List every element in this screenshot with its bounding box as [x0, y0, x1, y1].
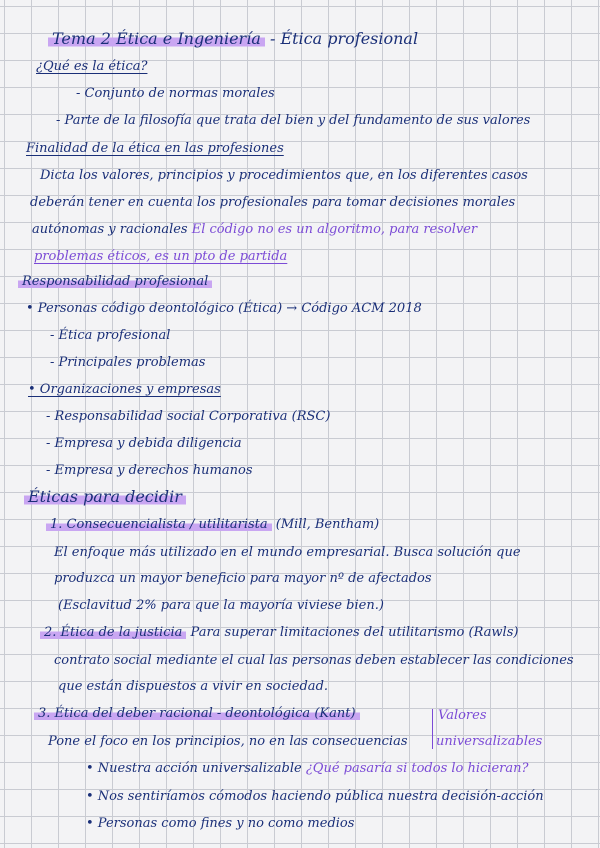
topic-title: Tema 2 Ética e Ingeniería [48, 29, 265, 48]
etica-3-heading [34, 705, 360, 723]
etica-3-question: ¿Qué pasaría si todos lo hicieran? [301, 761, 529, 776]
finalidad-text-2: deberán tener en cuenta los profesionales para tomar decisiones morales [30, 195, 516, 210]
subitem-principales-problemas: - Principales problemas [50, 355, 206, 370]
etica-1-text-2: produzca un mayor beneficio para mayor nº de afectados [54, 571, 432, 586]
question-what-is-ethics: ¿Qué es la ética? [36, 59, 148, 74]
finalidad-text-3 [32, 221, 477, 239]
etica-3-text: Pone el foco en los principios, no en las consecuencias [48, 734, 408, 749]
etica-2-text-2: que están dispuestos a vivir en sociedad. [58, 679, 329, 694]
section-heading-eticas [24, 488, 186, 508]
finalidad-text-3a: autónomas y racionales [32, 222, 188, 237]
eticas-title: Éticas para decidir [24, 487, 186, 506]
etica-1-heading [46, 516, 379, 534]
codigo-note: El código no es un algoritmo, para resolver [187, 222, 478, 237]
responsabilidad-title: Responsabilidad profesional [18, 274, 212, 289]
subitem-debida-diligencia: - Empresa y debida diligencia [46, 436, 242, 451]
topic-subtitle: - Ética profesional [264, 29, 419, 48]
etica-2-note: Para superar limitaciones del utilitarismo (Rawls) [186, 625, 519, 640]
etica-2-title: 2. Ética de la justicia [40, 625, 186, 640]
finalidad-text-1: Dicta los valores, principios y procedimientos que, en los diferentes casos [40, 168, 528, 183]
section-heading-responsabilidad [18, 273, 212, 291]
page-heading [48, 30, 418, 50]
etica-1-text-1: El enfoque más utilizado en el mundo empresarial. Busca solución que [54, 545, 521, 560]
etica-1-example: (Esclavitud 2% para que la mayoría viviese bien.) [58, 598, 384, 613]
etica-3-bullet-1a: • Nuestra acción universalizable [86, 761, 302, 776]
bullet-personas: • Personas código deontológico (Ética) → Código ACM 2018 [26, 301, 422, 316]
bullet-organizaciones: • Organizaciones y empresas [28, 382, 221, 397]
etica-3-title: 3. Ética del deber racional - deontológica (Kant) [34, 706, 360, 721]
etica-3-bullet-2: • Nos sentiríamos cómodos haciendo pública nuestra decisión-acción [86, 789, 544, 804]
etica-3-bullet-1 [86, 760, 528, 778]
subitem-derechos-humanos: - Empresa y derechos humanos [46, 463, 253, 478]
etica-2-heading [40, 624, 518, 642]
subitem-rsc: - Responsabilidad social Corporativa (RSC) [46, 409, 331, 424]
etica-2-text-1: contrato social mediante el cual las personas deben establecer las condiciones [54, 653, 574, 668]
side-note-universalizables: universalizables [436, 734, 543, 749]
definition-item-2: - Parte de la filosofía que trata del bien y del fundamento de sus valores [56, 113, 531, 128]
codigo-note-cont: problemas éticos, es un pto de partida [34, 249, 288, 264]
subitem-etica-profesional: - Ética profesional [50, 328, 171, 343]
etica-1-title: 1. Consecuencialista / utilitarista [46, 517, 272, 532]
etica-3-bullet-3: • Personas como fines y no como medios [86, 816, 355, 831]
side-note-valores: Valores [438, 708, 487, 723]
definition-item-1: - Conjunto de normas morales [76, 86, 275, 101]
etica-1-authors: (Mill, Bentham) [271, 517, 380, 532]
section-heading-finalidad: Finalidad de la ética en las profesiones [26, 141, 284, 156]
